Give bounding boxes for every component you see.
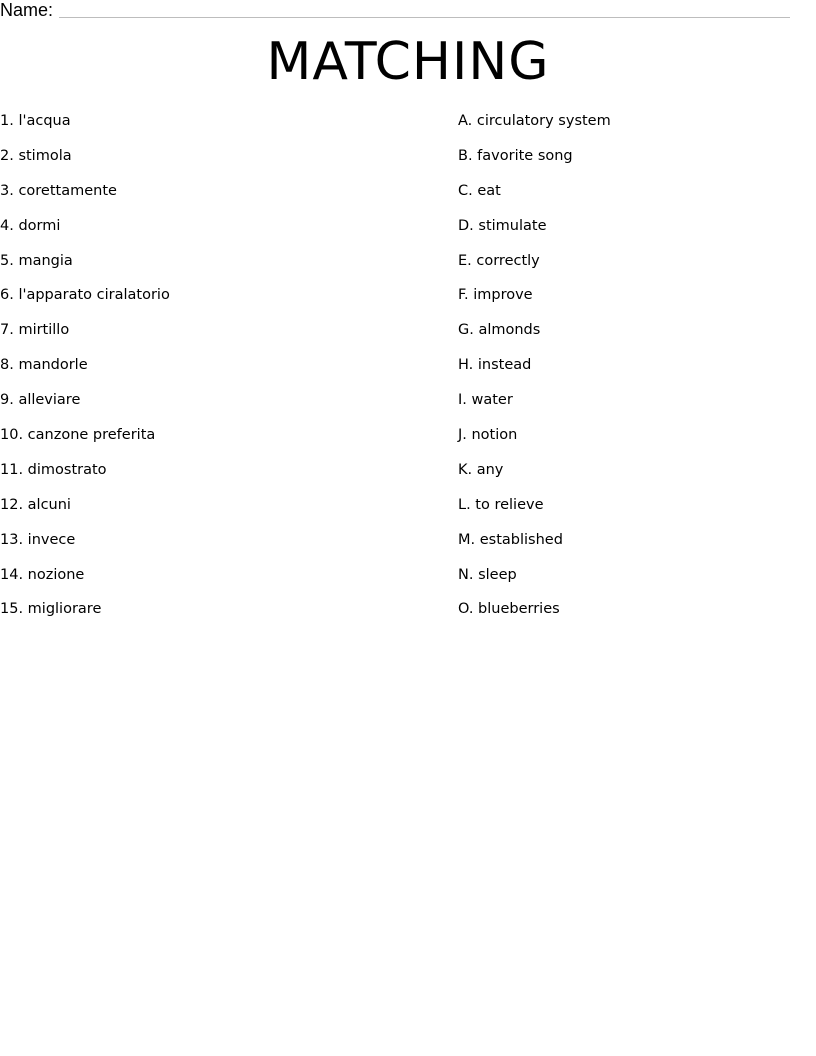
definition-item: A. circulatory system — [458, 113, 611, 129]
definition-item: G. almonds — [458, 322, 541, 339]
term-item: 14. nozione — [0, 566, 85, 583]
definition-item: N. sleep — [458, 566, 517, 583]
definition-item: B. favorite song — [458, 147, 573, 164]
terms-list — [0, 111, 170, 634]
term-item: 2. stimola — [0, 147, 72, 164]
term-item: 10. canzone preferita — [0, 427, 156, 444]
definition-item: C. eat — [458, 182, 501, 199]
term-item: 6. l'apparato ciralatorio — [0, 287, 170, 304]
term-item: 4. dormi — [0, 217, 61, 234]
definition-item: D. stimulate — [458, 217, 547, 234]
definition-item: H. instead — [458, 357, 532, 374]
name-label: Name: — [0, 0, 54, 20]
term-item: 5. mangia — [0, 252, 73, 269]
definition-item: I. water — [458, 392, 513, 409]
page-title: MATCHING — [266, 32, 550, 92]
term-item: 9. alleviare — [0, 392, 81, 409]
definition-item: E. correctly — [458, 252, 540, 269]
definition-item: J. notion — [458, 427, 518, 444]
definition-item: O. blueberries — [458, 601, 560, 618]
definition-item: L. to relieve — [458, 496, 544, 513]
term-item: 8. mandorle — [0, 357, 88, 374]
term-item: 12. alcuni — [0, 496, 71, 513]
term-item: 15. migliorare — [0, 601, 102, 618]
definitions-list — [458, 111, 611, 634]
term-item: 7. mirtillo — [0, 322, 70, 339]
definition-item: F. improve — [458, 287, 533, 304]
name-blank-line[interactable] — [59, 17, 790, 18]
term-item: 3. corettamente — [0, 182, 117, 199]
definition-item: K. any — [458, 461, 504, 478]
term-item: 11. dimostrato — [0, 461, 107, 478]
term-item: 1. l'acqua — [0, 113, 71, 129]
name-row — [0, 0, 790, 22]
definition-item: M. established — [458, 531, 563, 548]
term-item: 13. invece — [0, 531, 76, 548]
